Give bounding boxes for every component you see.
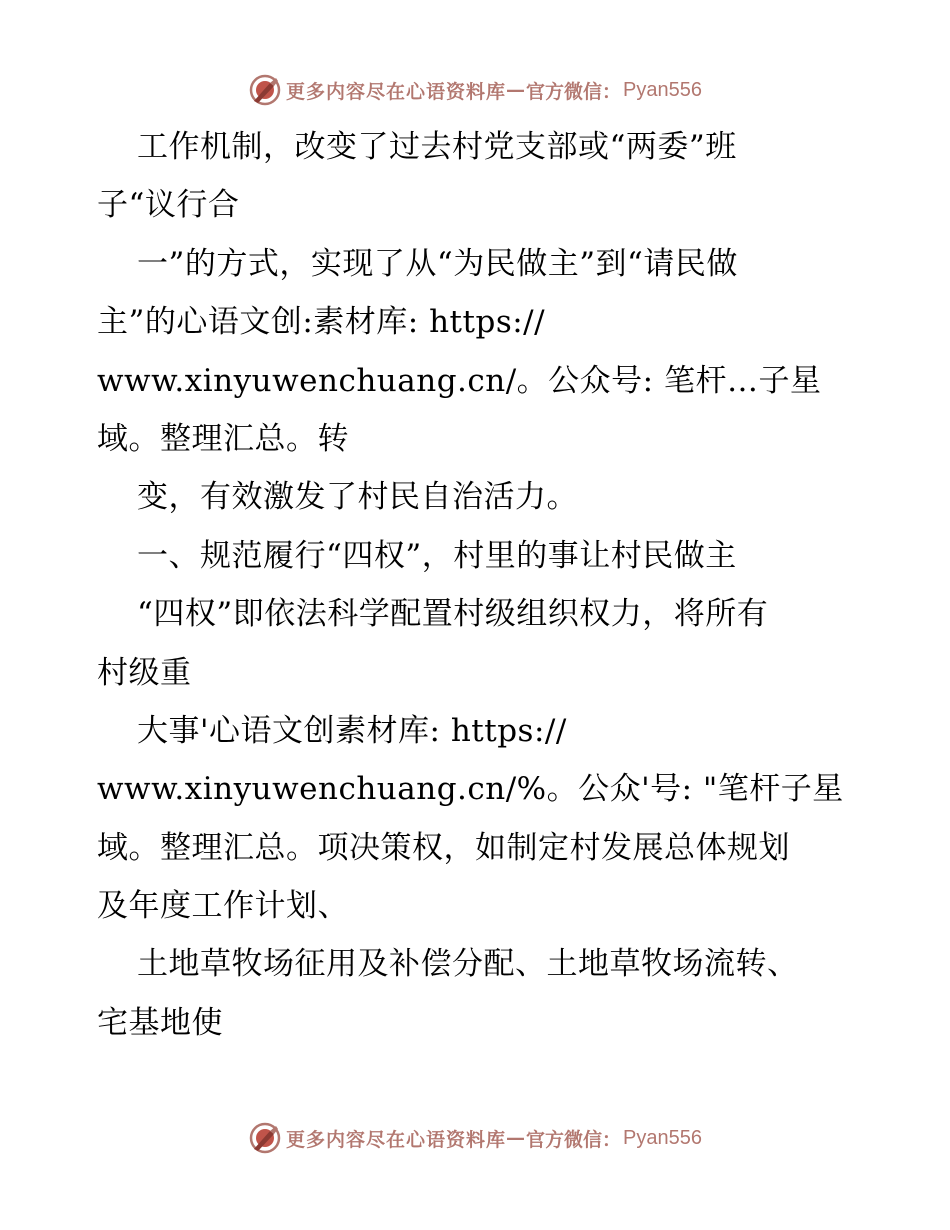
pen-circle-logo-icon	[248, 1121, 282, 1155]
document-body	[97, 118, 897, 1052]
text-line: 及年度工作计划、	[97, 888, 349, 925]
banner-wechat-label: 官方微信：	[526, 80, 622, 103]
footer-banner	[0, 1118, 950, 1158]
header-banner	[0, 70, 950, 110]
banner-wechat-id: Pyan556	[623, 78, 702, 101]
text-line: 大事'心语文创素材库: https://	[137, 712, 567, 749]
text-line: 子“议行合	[97, 187, 240, 224]
text-line: www.xinyuwenchuang.cn/。公众号: 笔杆…子星	[97, 362, 822, 399]
banner-dash: —	[506, 79, 527, 101]
banner-wechat-id: Pyan556	[623, 1126, 702, 1149]
text-line: www.xinyuwenchuang.cn/%。公众'号: "笔杆子星	[97, 771, 844, 808]
banner-wechat-label: 官方微信：	[526, 1128, 622, 1151]
text-line: 一、规范履行“四权”，村里的事让村民做主	[137, 537, 737, 574]
text-line: 主”的心语文创:素材库: https://	[97, 304, 546, 341]
text-line: 域。整理汇总。转	[97, 420, 349, 457]
pen-circle-logo-icon	[248, 73, 282, 107]
text-line: 域。整理汇总。项决策权，如制定村发展总体规划	[97, 829, 790, 866]
text-line: 土地草牧场征用及补偿分配、土地草牧场流转、	[137, 946, 799, 983]
text-line: 一”的方式，实现了从“为民做主”到“请民做	[137, 245, 738, 282]
text-line: “四权”即依法科学配置村级组织权力，将所有	[137, 596, 769, 633]
banner-main-text: 更多内容尽在心语资料库	[286, 80, 507, 103]
text-line: 宅基地使	[97, 1004, 223, 1041]
banner-dash: —	[506, 1127, 527, 1149]
text-line: 变，有效激发了村民自治活力。	[137, 479, 578, 516]
banner-main-text: 更多内容尽在心语资料库	[286, 1128, 507, 1151]
text-line: 工作机制，改变了过去村党支部或“两委”班	[137, 129, 737, 165]
text-line: 村级重	[97, 654, 192, 691]
